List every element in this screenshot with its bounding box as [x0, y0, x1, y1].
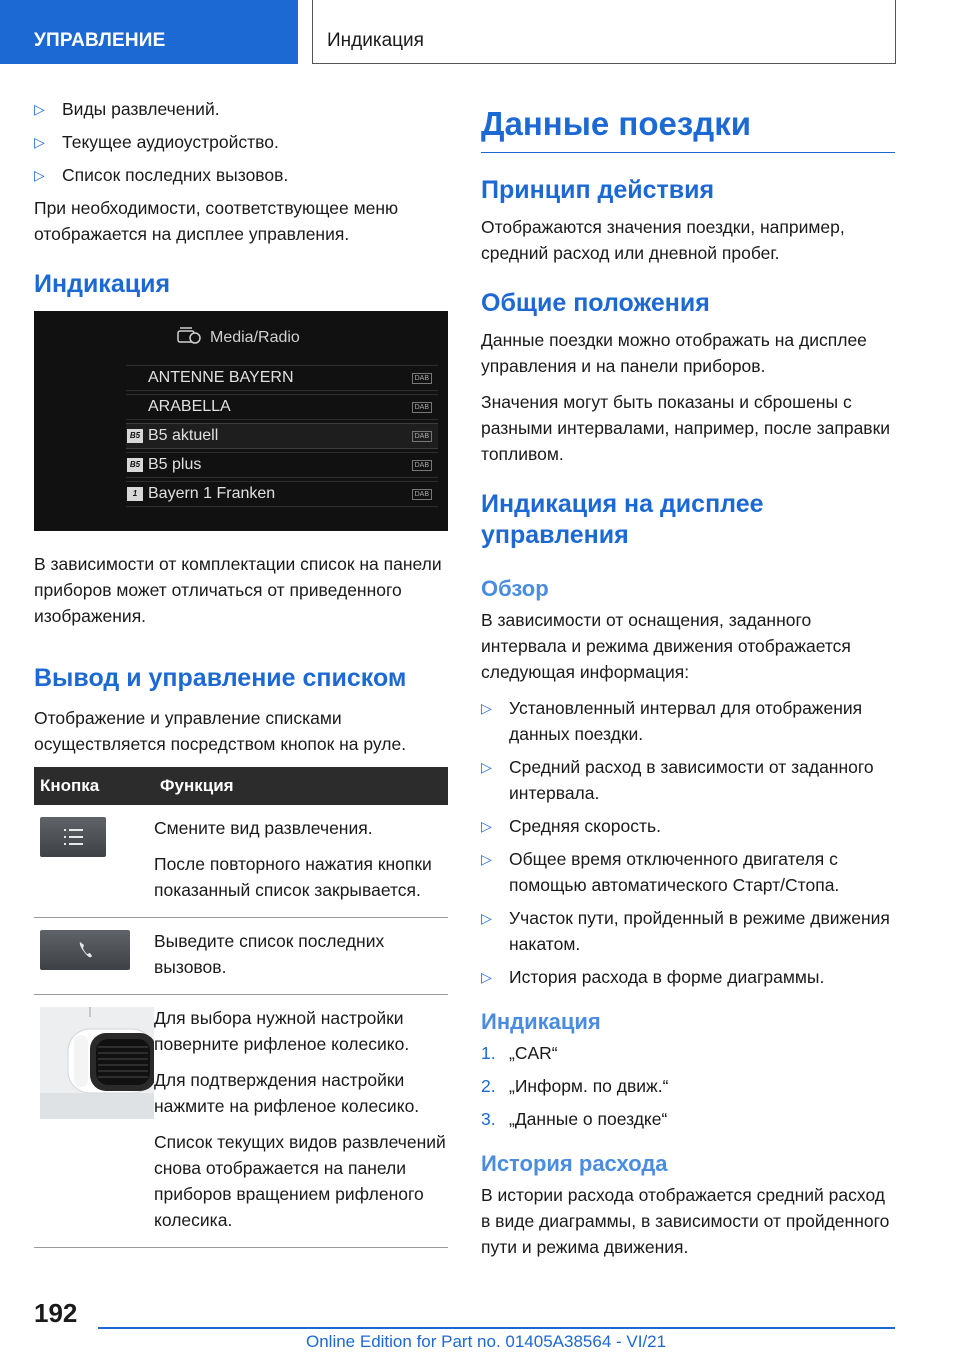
section-tab: УПРАВЛЕНИЕ	[0, 0, 298, 64]
triangle-right-icon: ▷	[34, 101, 45, 117]
station-item: ARABELLA DAB	[126, 394, 438, 420]
triangle-right-icon: ▷	[481, 969, 492, 985]
list-item: 2. „Информ. по движ.“	[481, 1076, 669, 1096]
list-icon	[40, 817, 106, 857]
screen-caption: В зависимости от комплектации список на панели приборов может отличаться от приведенного изображения.	[34, 554, 442, 626]
heading-indication-2: Индикация	[481, 1009, 601, 1034]
list-item: 3. „Данные о поездке“	[481, 1109, 668, 1129]
list-item: ▷ Виды развлечений.	[34, 96, 448, 122]
page-number: 192	[34, 1298, 78, 1328]
heading-overview: Обзор	[481, 576, 549, 601]
footer-edition: Online Edition for Part no. 01405A38564 - VI/21	[306, 1332, 667, 1351]
right-column	[481, 104, 895, 1270]
history-paragraph: В истории расхода отображается средний расход в виде диаграммы, в зависимости от пройденного пути и режима движения.	[481, 1185, 890, 1257]
station-item: B5 B5 aktuell DAB	[126, 423, 438, 449]
phone-icon	[40, 930, 130, 970]
heading-indication: Индикация	[34, 270, 171, 298]
triangle-right-icon: ▷	[481, 818, 492, 834]
left-column	[34, 96, 448, 1248]
general-paragraph-1: Данные поездки можно отображать на дисплее управления и на панели приборов.	[481, 330, 867, 376]
list-item: ▷ Средний расход в зависимости от заданного интервала.	[481, 754, 895, 806]
footer-divider	[98, 1327, 895, 1329]
column-header-function: Функция	[154, 767, 448, 805]
principle-paragraph: Отображаются значения поездки, например, средний расход или дневной пробег.	[481, 217, 845, 263]
dab-badge: DAB	[412, 373, 432, 384]
heading-general: Общие положения	[481, 289, 710, 317]
table-row: Для выбора нужной настройки поверните рифленое колесико. Для подтверждения настройки нажмите на рифленое колесико. Список текущих видов развлечений снова отображается на панели приборов вращением рифленого колесика.	[34, 995, 448, 1248]
chapter-title: Индикация	[312, 0, 896, 64]
list-item: ▷ История расхода в форме диаграммы.	[481, 964, 895, 990]
table-header-row	[34, 767, 448, 805]
intro-paragraph: При необходимости, соответствующее меню отображается на дисплее управления.	[34, 198, 399, 244]
station-logo: B5	[127, 429, 143, 443]
triangle-right-icon: ▷	[34, 167, 45, 183]
list-item: ▷ Средняя скорость.	[481, 813, 895, 839]
list-item: ▷ Список последних вызовов.	[34, 162, 448, 188]
table-row: Выведите список последних вызовов.	[34, 918, 448, 995]
list-item: ▷ Общее время отключенного двигателя с помощью автоматического Старт/Стопа.	[481, 846, 895, 898]
triangle-right-icon: ▷	[481, 700, 492, 716]
triangle-right-icon: ▷	[34, 134, 45, 150]
steps-list	[481, 1040, 895, 1132]
list-item: ▷ Установленный интервал для отображения данных поездки.	[481, 695, 895, 747]
button-function-table	[34, 767, 448, 1248]
general-paragraph-2: Значения могут быть показаны и сброшены с разными интервалами, например, после заправки топливом.	[481, 392, 891, 464]
media-radio-icon	[176, 325, 202, 345]
dab-badge: DAB	[412, 489, 432, 500]
station-item: B5 B5 plus DAB	[126, 452, 438, 478]
triangle-right-icon: ▷	[481, 910, 492, 926]
table-row: Смените вид развлечения. После повторного нажатия кнопки показанный список закрывается.	[34, 805, 448, 918]
heading-trip-data: Данные поездки	[481, 104, 895, 153]
triangle-right-icon: ▷	[481, 851, 492, 867]
station-item: 1 Bayern 1 Franken DAB	[126, 481, 438, 507]
heading-list-output: Вывод и управление списком	[34, 664, 407, 692]
list-item: ▷ Участок пути, пройденный в режиме движения накатом.	[481, 905, 895, 957]
station-logo: 1	[127, 487, 143, 501]
column-header-button: Кнопка	[34, 767, 154, 805]
triangle-right-icon: ▷	[481, 759, 492, 775]
output-paragraph: Отображение и управление списками осуществляется посредством кнопок на руле.	[34, 708, 407, 754]
dab-badge: DAB	[412, 431, 432, 442]
screen-title: Media/Radio	[210, 329, 300, 346]
heading-principle: Принцип действия	[481, 176, 715, 204]
overview-paragraph: В зависимости от оснащения, заданного интервала и режима движения отображается следующая информация:	[481, 610, 851, 682]
media-radio-screen-image	[34, 311, 448, 531]
entertainment-bullet-list	[34, 96, 448, 188]
station-item: ANTENNE BAYERN DAB	[126, 365, 438, 391]
overview-bullet-list	[481, 695, 895, 990]
heading-display: Индикация на дисплее управления	[481, 490, 764, 549]
thumbwheel-image	[40, 1007, 154, 1119]
dab-badge: DAB	[412, 460, 432, 471]
list-item: ▷ Текущее аудиоустройство.	[34, 129, 448, 155]
heading-consumption-history: История расхода	[481, 1151, 668, 1176]
list-item: 1. „CAR“	[481, 1043, 558, 1063]
station-logo: B5	[127, 458, 143, 472]
dab-badge: DAB	[412, 402, 432, 413]
